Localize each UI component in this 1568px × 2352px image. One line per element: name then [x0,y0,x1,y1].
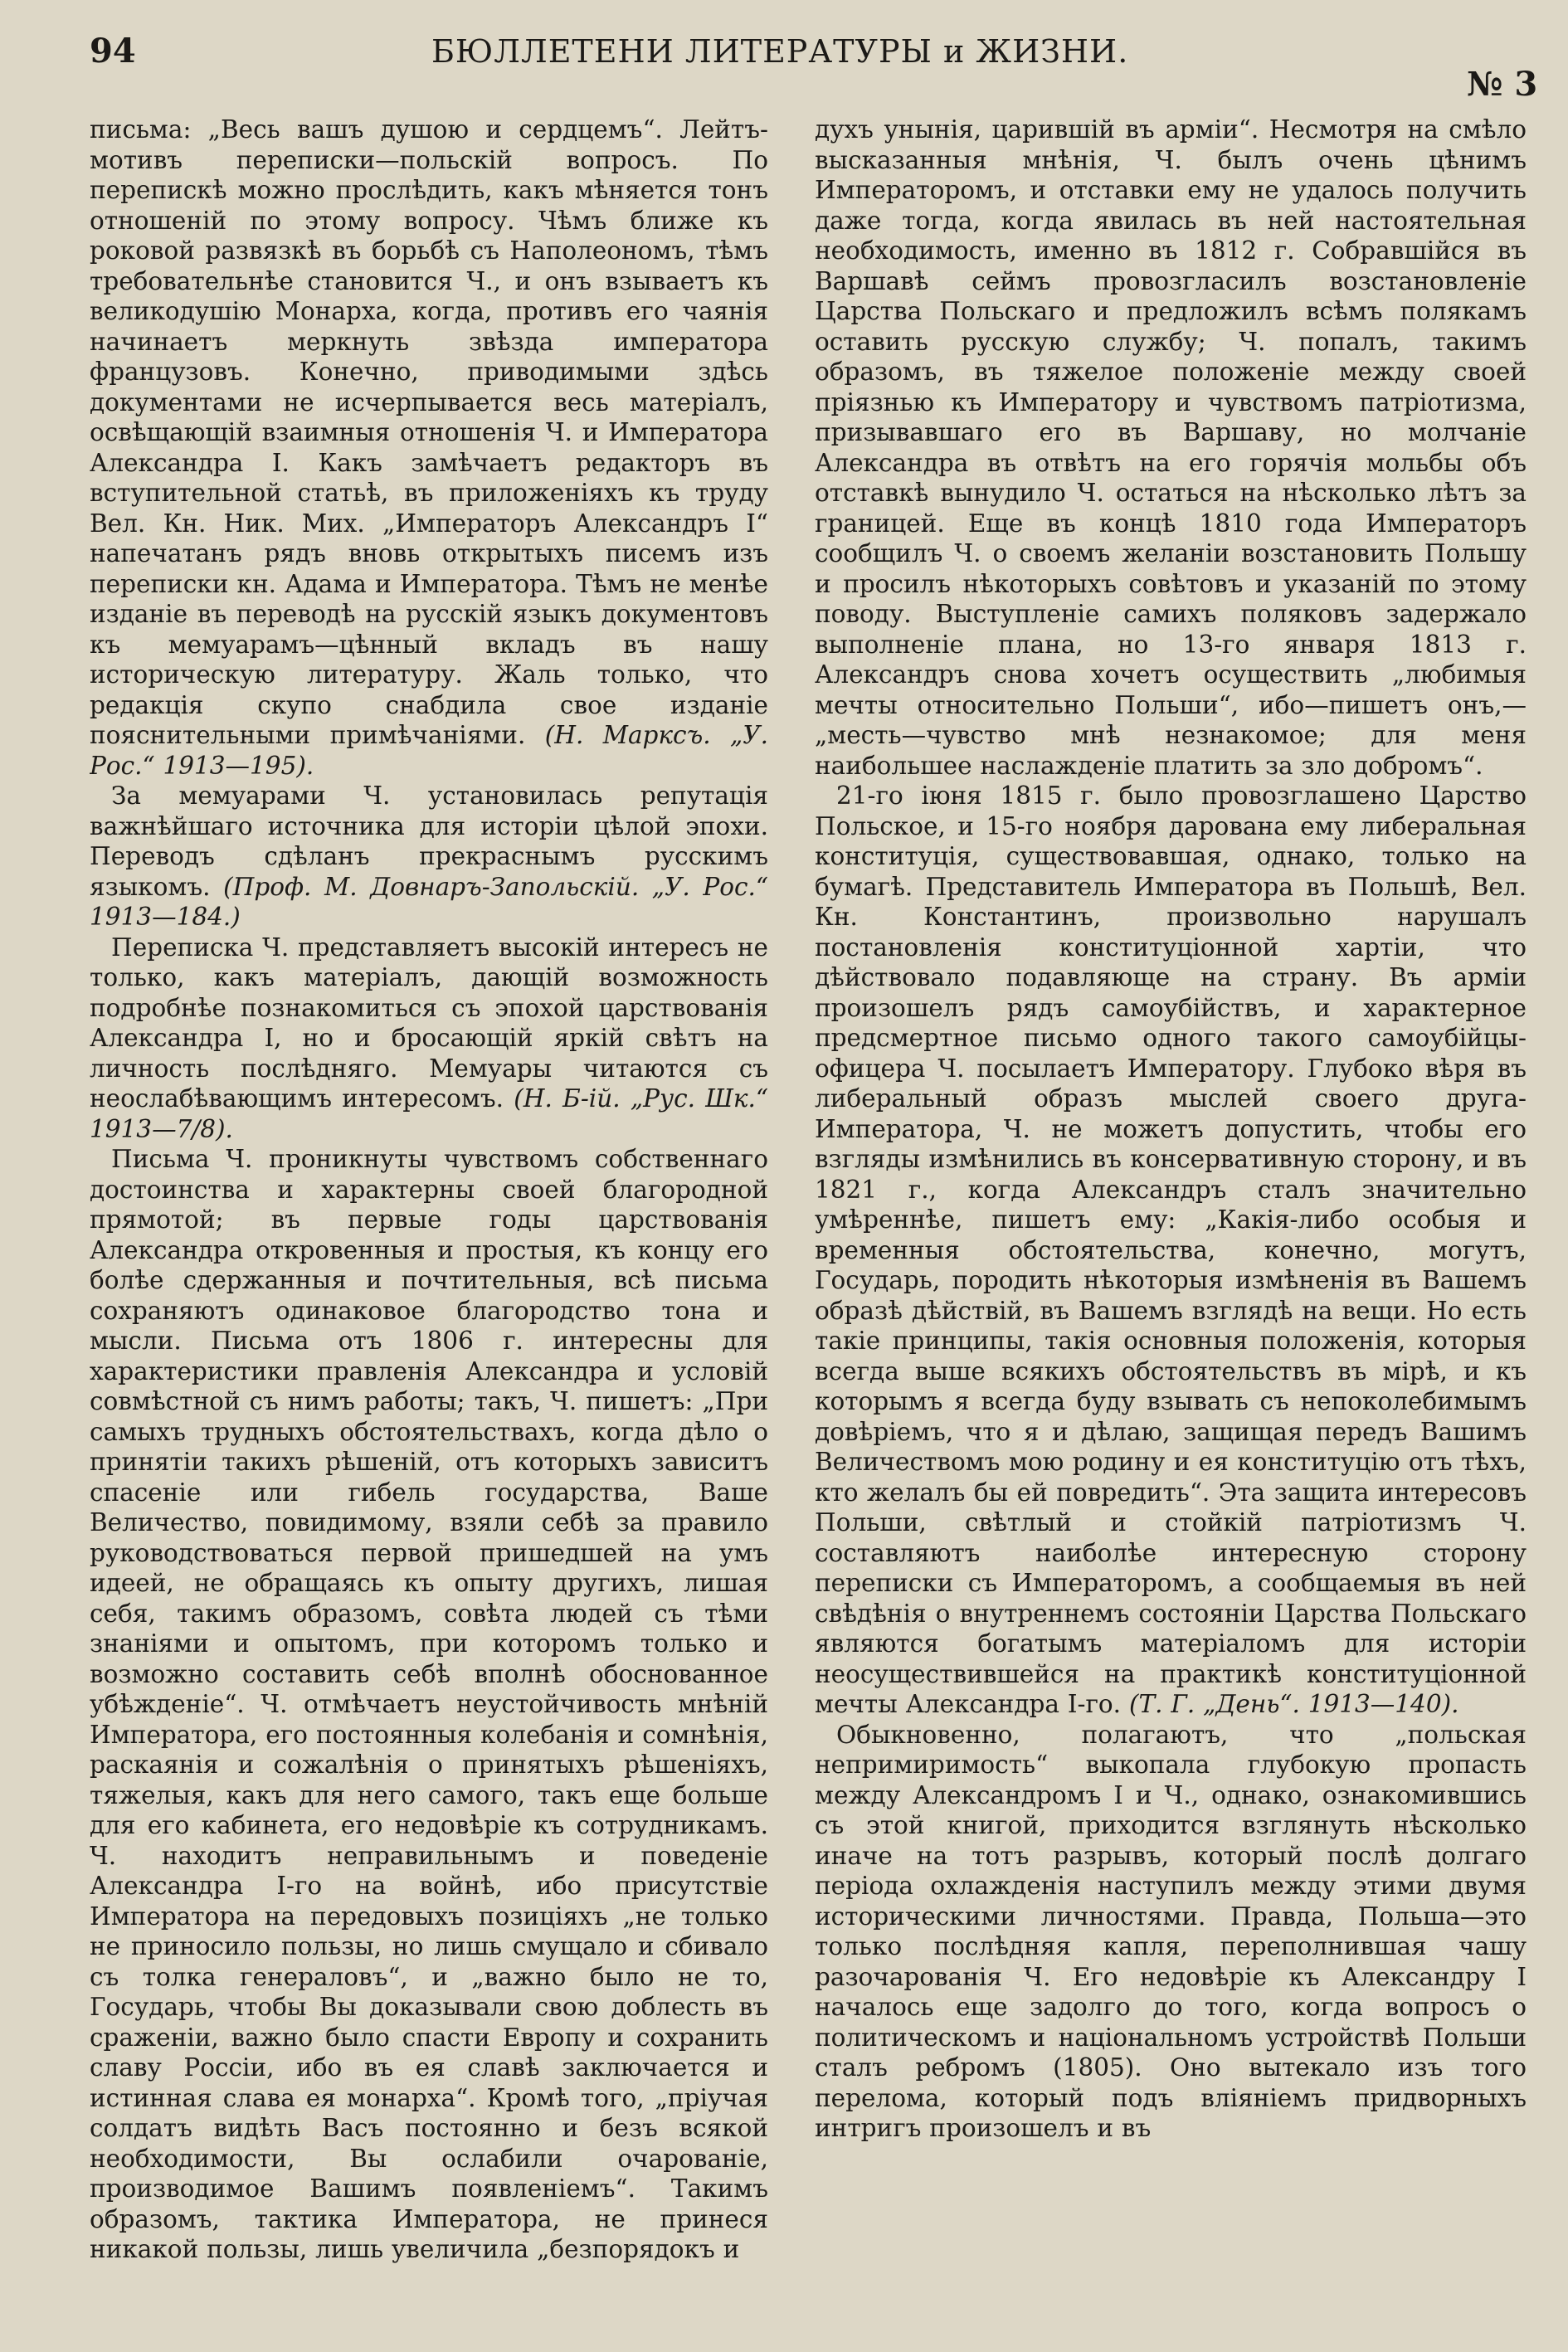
paragraph: Письма Ч. проникнуты чувствомъ собственнаго достоинства и характерны своей благородной прямотой; въ первые годы царствованія Александра откровенныя и простыя, къ концу его болѣе сдержанныя и почтительныя, всѣ письма сохраняютъ одинаковое благородство тона и мысли. Письма отъ 1806 г. интересны для характеристики правленія Александра и условій совмѣстной съ нимъ работы; такъ, Ч. пишетъ: „При самыхъ трудныхъ обстоятельствахъ, когда дѣло о принятіи такихъ рѣшеній, отъ которыхъ зависитъ спасеніе или гибель государства, Ваше Величество, повидимому, взяли себѣ за правило руководствоваться первой пришедшей на умъ идеей, не обращаясь къ опыту другихъ, лишая себя, такимъ образомъ, совѣта людей съ тѣми знаніями и опытомъ, при которомъ только и возможно составить себѣ вполнѣ обоснованное убѣжденіе“. Ч. отмѣчаетъ неустойчивость мнѣній Императора, его постоянныя колебанія и сомнѣнія, раскаянія и сожалѣнія о принятыхъ рѣшеніяхъ, тяжелыя, какъ для него самого, такъ еще больше для его кабинета, его недовѣріе къ сотрудникамъ. Ч. находитъ неправильнымъ и поведеніе Александра I-го на войнѣ, ибо присутствіе Императора на передовыхъ позиціяхъ „не только не приносило пользы, но лишь смущало и сбивало съ толка генераловъ“, и „важно было не то, Государь, чтобы Вы доказывали свою доблесть въ сраженіи, важно было спасти Европу и сохранить славу Россіи, ибо въ ея славѣ заключается и истинная слава ея монарха“. Кромѣ того, „пріучая солдатъ видѣть Васъ постоянно и безъ всякой необходимости, Вы ослабили очарованіе, производимое Вашимъ появленіемъ“. Такимъ образомъ, тактика Императора, не принеся никакой пользы, лишь увеличила „безпорядокъ и [90,1145,768,2263]
paragraph: духъ унынія, царившій въ арміи“. Несмотря на смѣло высказанныя мнѣнія, Ч. былъ очень цѣнимъ Императоромъ, и отставки ему не удалось получить даже тогда, когда явилась въ ней настоятельная необходимость, именно въ 1812 г. Собравшійся въ Варшавѣ сеймъ провозгласилъ возстановленіе Царства Польскаго и предложилъ всѣмъ полякамъ оставить русскую службу; Ч. попалъ, такимъ образомъ, въ тяжелое положеніе между своей пріязнью къ Императору и чувствомъ патріотизма, призывавшаго его въ Варшаву, но молчаніе Александра въ отвѣтъ на его горячія мольбы объ отставкѣ вынудило Ч. остаться на нѣсколько лѣтъ за границей. Еще въ концѣ 1810 года Императоръ сообщилъ Ч. о своемъ желаніи возстановить Польшу и просилъ нѣкоторыхъ совѣтовъ и указаній по этому поводу. Выступленіе самихъ поляковъ задержало выполненіе плана, но 13-го января 1813 г. Александръ снова хочетъ осуществить „любимыя мечты относительно Польши“, ибо—пишетъ онъ,—„месть—чувство мнѣ незнакомое; для меня наибольшее наслажденіе платить за зло добромъ“. [815,115,1527,780]
running-title: БЮЛЛЕТЕНИ ЛИТЕРАТУРЫ и ЖИЗНИ. [431,33,1129,70]
paragraph: За мемуарами Ч. установилась репутація важнѣйшаго источника для исторіи цѣлой эпохи. Переводъ сдѣланъ прекраснымъ русскимъ языкомъ. (Проф. М. Довнаръ-Запольскій. „У. Рос.“ 1913—184.) [90,782,768,931]
left-column [90,114,768,2338]
citation: (Проф. М. Довнаръ-Запольскій. „У. Рос.“ 1913—184.) [90,872,768,931]
paragraph: Обыкновенно, полагаютъ, что „польская непримиримость“ выкопала глубокую пропасть между Александромъ I и Ч., однако, ознакомившись съ этой книгой, приходится взглянуть нѣсколько иначе на тотъ разрывъ, который послѣ долгаго періода охлажденія наступилъ между этими двумя историческими личностями. Правда, Польша—это только послѣдняя капля, переполнившая чашу разочарованія Ч. Его недовѣріе къ Александру I началось еще задолго до того, когда вопросъ о политическомъ и національномъ устройствѣ Польши сталъ ребромъ (1805). Оно вытекало изъ того перелома, который подъ вліяніемъ придворныхъ интригъ произошелъ и въ [815,1720,1527,2142]
citation: (Н. Б-ій. „Рус. Шк.“ 1913—7/8). [90,1084,768,1143]
page-number: 94 [90,32,136,71]
citation: (Н. Марксъ. „У. Рос.“ 1913—195). [90,721,768,780]
paragraph: письма: „Весь вашъ душою и сердцемъ“. Лейтъ-мотивъ переписки—польскій вопросъ. По перепискѣ можно прослѣдить, какъ мѣняется тонъ отношеній по этому вопросу. Чѣмъ ближе къ роковой развязкѣ въ борьбѣ съ Наполеономъ, тѣмъ требовательнѣе становится Ч., и онъ взываетъ къ великодушію Монарха, когда, противъ его чаянія начинаетъ меркнуть звѣзда императора французовъ. Конечно, приводимыми здѣсь документами не исчерпывается весь матеріалъ, освѣщающій взаимныя отношенія Ч. и Императора Александра I. Какъ замѣчаетъ редакторъ въ вступительной статьѣ, въ приложеніяхъ къ труду Вел. Кн. Ник. Мих. „Императоръ Александръ I“ напечатанъ рядъ вновь открытыхъ писемъ изъ переписки кн. Адама и Императора. Тѣмъ не менѣе изданіе въ переводѣ на русскій языкъ документовъ къ мемуарамъ—цѣнный вкладъ въ нашу историческую литературу. Жаль только, что редакція скупо снабдила свое изданіе пояснительными примѣчаніями. (Н. Марксъ. „У. Рос.“ 1913—195). [90,115,768,780]
paragraph: Переписка Ч. представляетъ высокій интересъ не только, какъ матеріалъ, дающій возможность подробнѣе познакомиться съ эпохой царствованія Александра I, но и бросающій яркій свѣтъ на личность послѣдняго. Мемуары читаются съ неослабѣвающимъ интересомъ. (Н. Б-ій. „Рус. Шк.“ 1913—7/8). [90,933,768,1143]
citation: (Т. Г. „День“. 1913—140). [1128,1690,1459,1718]
issue-number: № 3 [1467,65,1538,104]
paragraph: 21-го іюня 1815 г. было провозглашено Царство Польское, и 15-го ноября дарована ему либеральная конституція, существовавшая, однако, только на бумагѣ. Представитель Императора въ Польшѣ, Вел. Кн. Константинъ, произвольно нарушалъ постановленія конституціонной хартіи, что дѣйствовало подавляюще на страну. Въ арміи произошелъ рядъ самоубійствъ, и характерное предсмертное письмо одного такого самоубійцы-офицера Ч. посылаетъ Императору. Глубоко вѣря въ либеральный образъ мыслей своего друга-Императора, Ч. не можетъ допустить, чтобы его взгляды измѣнились въ консервативную сторону, и въ 1821 г., когда Александръ сталъ значительно умѣреннѣе, пишетъ ему: „Какія-либо особыя и временныя обстоятельства, конечно, могутъ, Государь, породить нѣкоторыя измѣненія въ Вашемъ образѣ дѣйствій, въ Вашемъ взглядѣ на вещи. Но есть такіе принципы, такія основныя положенія, которыя всегда выше всякихъ обстоятельствъ въ мірѣ, и къ которымъ я всегда буду взывать съ непоколебимымъ довѣріемъ, что я и дѣлаю, защищая передъ Вашимъ Величествомъ мою родину и ея конституцію отъ тѣхъ, кто желалъ бы ей повредить“. Эта защита интересовъ Польши, свѣтлый и стойкій патріотизмъ Ч. составляютъ наиболѣе интересную сторону переписки съ Императоромъ, а сообщаемыя въ ней свѣдѣнія о внутреннемъ состояніи Царства Польскаго являются богатымъ матеріаломъ для исторіи неосуществившейся на практикѣ конституціонной мечты Александра I-го. (Т. Г. „День“. 1913—140). [815,782,1527,1718]
right-column [815,114,1527,2338]
